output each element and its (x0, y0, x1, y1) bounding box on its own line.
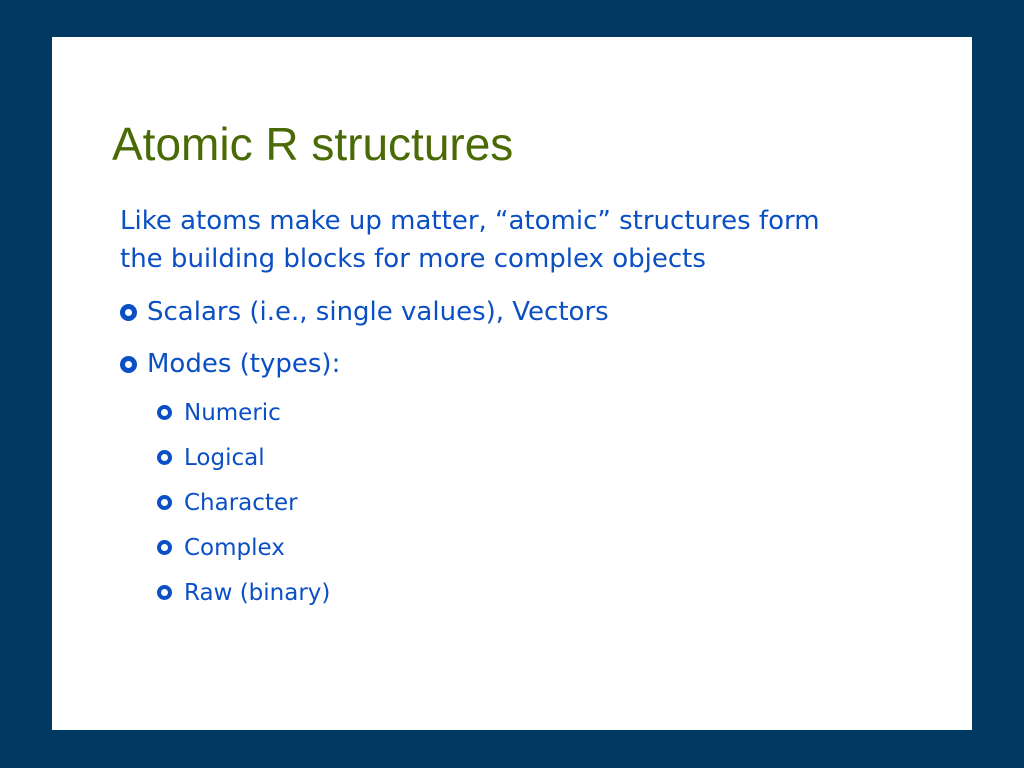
sub-bullet-text: Complex (184, 534, 285, 561)
sub-bullet-character (157, 480, 880, 525)
bullet-modes (120, 338, 880, 390)
sub-bullet-text: Raw (binary) (184, 579, 331, 606)
slide-canvas (52, 37, 972, 730)
bullet-ring-icon (157, 585, 172, 600)
sub-bullet-raw (157, 570, 880, 615)
bullet-text: Scalars (i.e., single values), Vectors (147, 297, 609, 327)
sub-bullet-numeric (157, 390, 880, 435)
sub-bullet-text: Logical (184, 444, 265, 471)
bullet-ring-icon (120, 304, 137, 321)
sub-bullet-text: Numeric (184, 399, 281, 426)
bullet-ring-icon (157, 405, 172, 420)
sub-bullet-logical (157, 435, 880, 480)
bullet-text: Modes (types): (147, 349, 341, 379)
bullet-ring-icon (157, 540, 172, 555)
sub-bullet-text: Character (184, 489, 298, 516)
bullet-scalars-vectors (120, 286, 880, 338)
slide-body (120, 202, 880, 615)
bullet-ring-icon (120, 356, 137, 373)
bullet-ring-icon (157, 495, 172, 510)
intro-paragraph: Like atoms make up matter, “atomic” structures form the building blocks for more complex objects (120, 206, 820, 274)
bullet-ring-icon (157, 450, 172, 465)
sub-bullet-complex (157, 525, 880, 570)
slide-title: Atomic R structures (112, 118, 514, 170)
